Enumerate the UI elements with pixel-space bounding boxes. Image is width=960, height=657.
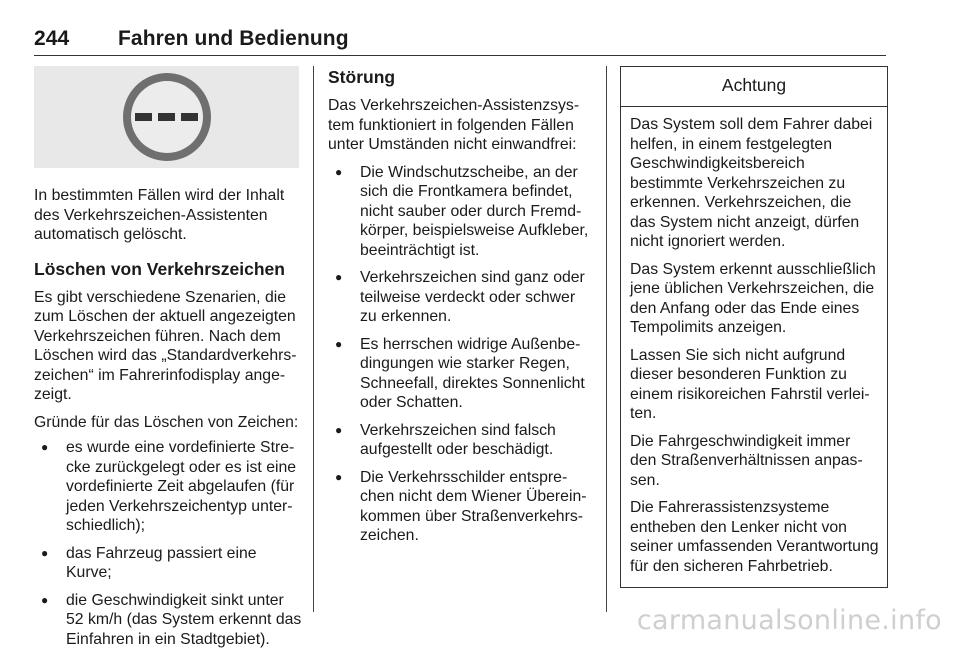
- page-number: 244: [34, 27, 70, 50]
- warning-paragraph: Das System erkennt ausschließlich jene üblichen Verkehrszeichen, die den Anfang oder das Ende eines Tempolimits anzeigen.: [630, 260, 876, 336]
- end-of-restriction-traffic-sign-icon: [34, 66, 299, 168]
- warning-body: [621, 107, 887, 587]
- list-item: ● Die Verkehrsschilder entsprechen nicht dem Wiener Übereinkommen über Straßenverkehrszeichen.: [328, 468, 592, 546]
- warning-paragraph: Lassen Sie sich nicht aufgrund dieser besonderen Funktion zu einem risikoreichen Fahrstil verleiten.: [630, 346, 870, 422]
- delete-description: Es gibt verschiedene Szenarien, die zum Löschen der aktuell angezeigten Verkehrszeichen führen. Nach dem Löschen wird das „Standardverkehrszeichen“ im Fahrerinfodisplay angezeigt.: [34, 288, 297, 403]
- traffic-sign-figure: [34, 66, 299, 168]
- column-left: [34, 186, 302, 657]
- malfunction-intro: Das Verkehrszeichen-Assistenzsystem funktioniert in folgenden Fällen unter Umständen nicht einwandfrei:: [328, 97, 580, 153]
- page-header: [34, 27, 886, 56]
- list-item: ● Verkehrszeichen sind ganz oder teilweise verdeckt oder schwer zu erkennen.: [328, 268, 592, 327]
- warning-paragraph: Die Fahrgeschwindigkeit immer den Straßenverhältnissen anpassen.: [630, 432, 863, 489]
- list-item: ● das Fahrzeug passiert eine Kurve;: [34, 544, 302, 583]
- column-divider-2: [606, 66, 607, 612]
- warning-box: [620, 66, 888, 588]
- delete-reasons-intro: Gründe für das Löschen von Zeichen:: [34, 413, 299, 431]
- list-item: ● Die Windschutzscheibe, an der sich die Frontkamera befindet, nicht sauber oder durch Fremdkörper, beispielsweise Aufkleber, beeinträchtigt ist.: [328, 163, 592, 261]
- warning-paragraph: Das System soll dem Fahrer dabei helfen, in einem festgelegten Geschwindigkeitsbereich bestimmte Verkehrszeichen zu erkennen. Verkehrszeichen, die das System nicht anzeigt, dürfen nicht ignoriert werden.: [630, 116, 873, 250]
- section-heading-malfunction: Störung: [328, 67, 396, 87]
- delete-reasons-list: [34, 438, 302, 649]
- list-item: ● Verkehrszeichen sind falsch aufgestellt oder beschädigt.: [328, 421, 592, 460]
- list-item: ● die Geschwindigkeit sinkt unter 52 km/h (das System erkennt das Einfahren in ein Stadtgebiet).: [34, 591, 302, 650]
- section-heading-delete-signs: Löschen von Verkehrszeichen: [34, 258, 285, 279]
- malfunction-list: [328, 163, 592, 546]
- column-divider-1: [313, 66, 314, 612]
- list-item: ● es wurde eine vordefinierte Strecke zurückgelegt oder es ist eine vordefinierte Zeit abgelaufen (für jeden Verkehrszeichentyp unterschiedlich);: [34, 438, 302, 536]
- warning-title: Achtung: [621, 67, 887, 107]
- page-title: Fahren und Bedienung: [118, 27, 349, 50]
- column-middle: [328, 67, 592, 554]
- list-item: ● Es herrschen widrige Außenbedingungen wie starker Regen, Schneefall, direktes Sonnenlicht oder Schatten.: [328, 335, 592, 413]
- warning-paragraph: Die Fahrerassistenzsysteme entheben den Lenker nicht von seiner umfassenden Verantwortung für den sicheren Fahrbetrieb.: [630, 499, 879, 575]
- intro-paragraph: In bestimmten Fällen wird der Inhalt des Verkehrszeichen-Assistenten automatisch gelöscht.: [34, 187, 285, 243]
- watermark: carmanualsonline.info: [636, 605, 942, 636]
